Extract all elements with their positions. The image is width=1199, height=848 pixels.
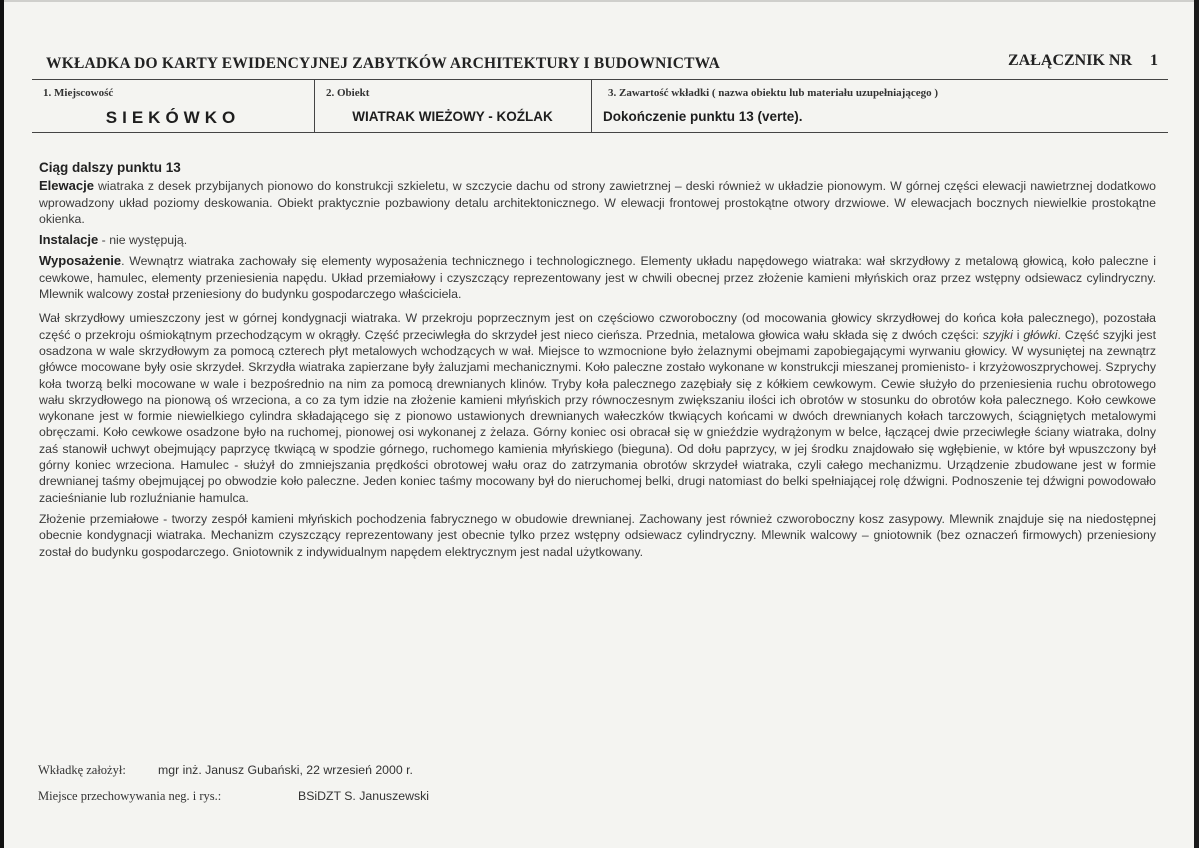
milling-paragraph: Złożenie przemiałowe - tworzy zespół kamieni młyńskich pochodzenia fabrycznego w obudowie drewnianej. Zachowany jest również czworoboczny kosz zasypowy. Mlewnik znajduje się na niedostępnej obecnie kondygnacji wiatraka. Mechanizm czyszczący reprezentowany jest obecnie tylko przez wstępny odsiewacz cylindryczny. Mlewnik walcowy – gniotownik (bez oznaczeń firmowych) przeniesiony został do budynku gospodarczego. Gniotownik z indywidualnym napędem elektrycznym jest nadal użytkowany. xyxy=(39,511,1156,559)
shaft-paragraph xyxy=(39,310,1156,506)
elevation-paragraph xyxy=(39,178,1156,227)
annex-label: ZAŁĄCZNIK NR xyxy=(1007,52,1132,69)
contents-field xyxy=(591,80,1168,132)
elevation-text: wiatraka z desek przybijanych pionowo do konstrukcji szkieletu, w szczycie dachu od strony zawietrznej – deski również w układzie pionowym. W górnej części elewacji nawietrznej dodatkowo wprowadzony układ poziomy deskowania. Obiekt praktycznie pozbawiony detalu architektonicznego. W elewacji frontowej prostokątne otwory drzwiowe. W elewacjach bocznych niewielkie prostokątne okienka. xyxy=(39,179,1156,226)
page-top-edge xyxy=(0,0,1199,2)
shaft-term-head: główki xyxy=(1023,327,1058,342)
storage-label: Miejsce przechowywania neg. i rys.: xyxy=(38,789,222,803)
shaft-text-b: i xyxy=(1012,327,1024,342)
contents-label: 3. Zawartość wkładki ( nazwa obiektu lub materiału uzupełniającego ) xyxy=(608,87,939,99)
document-body xyxy=(39,160,1156,560)
equipment-paragraph xyxy=(39,253,1156,302)
form-fields-row xyxy=(32,80,1168,132)
locality-value: SIEKÓWKO xyxy=(105,108,241,127)
annex-heading xyxy=(1008,52,1158,70)
object-field xyxy=(314,80,592,132)
equipment-lead: Wyposażenie xyxy=(39,253,122,269)
locality-label: 1. Miejscowość xyxy=(43,87,114,99)
storage-row xyxy=(38,789,429,804)
section-heading: Ciąg dalszy punktu 13 xyxy=(39,160,181,175)
annex-number: 1 xyxy=(1150,52,1158,69)
shaft-text-c: . Część szyjki jest osadzona w wale skrzydłowym za pomocą czterech płyt metalowych wchodzących w wał. Miejsce to wzmocnione było żelaznymi obejmami zapobiegającymi wyrwaniu głowicy. W wysuniętej na zewnątrz główce mocowane były osie skrzydeł. Skrzydła wiatraka zapierzane były żaluzjami mechanicznymi. Koło paleczne zostało wykonane w konstrukcji mieszanej promienisto- i krzyżowoszprychowej. Szprychy koła tworzą belki mocowane w wale i bezpośrednio na nim za pomocą drewnianych klinów. Tryby koła palecznego zazębiały się z kółkiem cewkowym. Cewie służyło do przeniesienia ruchu obrotowego wału skrzydłowego na pionową oś wrzeciona, a co za tym idzie na złożenie kamieni młyńskich przy równoczesnym zwiększaniu ilości ich obrotów w stosunku do obrotów koła palecznego. Koło cewkowe wykonane jest w formie niewielkiego cylindra składającego się z pionowo ustawionych drewnianych wałeczków tkwiących końcami w dwóch drewnianych kołach tarczowych, ściągniętych metalowymi obręczami. Koło cewkowe osadzone było na ruchomej, pionowej osi wykonanej z żelaza. Górny koniec osi obracał się w gnieździe wydrążonym w belce, łączącej dwie przeciwległe ściany wiatraka, dolny zaś stanowił uchwyt obejmujący paprzycę tkwiącą w spodzie górnego, ruchomego kamienia młyńskiego (biegunа). Od dołu paprzycy, w jej środku znajdowało się wgłębienie, w które był wpuszczony był górny koniec wrzeciona. Hamulec - służył do zmniejszania prędkości obrotowej wału oraz do zatrzymania obrotów skrzydeł wiatraka, czyli całego mechanizmu. Urządzenie zbudowane jest w formie drewnianej taśmy obejmującej po obwodzie koło paleczne. Jeden koniec taśmy mocowany był do nieruchomej belki, drugi natomiast do belki spełniającej rolę dźwigni. Podnoszenie tej dźwigni powodowało zacieśnianie lub rozluźnianie hamulca. xyxy=(39,327,1156,505)
contents-value: Dokończenie punktu 13 (verte). xyxy=(603,109,803,124)
storage-value: BSiDZT S. Januszewski xyxy=(298,789,429,803)
form-title: WKŁADKA DO KARTY EWIDENCYJNEJ ZABYTKÓW ARCHITEKTURY I BUDOWNICTWA xyxy=(46,55,721,72)
author-value: mgr inż. Janusz Gubański, 22 wrzesień 2000 r. xyxy=(158,763,413,777)
author-label: Wkładkę założył: xyxy=(38,763,126,777)
elevation-lead: Elewacje xyxy=(39,178,94,194)
shaft-text-a: Wał skrzydłowy umieszczony jest w górnej kondygnacji wiatraka. W przekroju poprzecznym jest on częściowo czworoboczny (od mocowania głowicy skrzydłowej do końca koła palecznego), pozostała część o przekroju ośmiokątnym przechodzącym w okrągły. Część przeciwległa do skrzydeł jest nieco cieńsza. Przednia, metalowa głowica wału składa się z dwóch części: xyxy=(39,311,1156,342)
object-value: WIATRAK WIEŻOWY - KOŹLAK xyxy=(352,109,553,124)
object-label: 2. Obiekt xyxy=(326,87,370,99)
author-row xyxy=(38,763,413,778)
fields-divider xyxy=(32,132,1168,133)
installation-text: - nie występują. xyxy=(98,233,188,248)
scan-border-left xyxy=(0,0,4,848)
locality-field xyxy=(32,80,315,132)
shaft-term-neck: szyjki xyxy=(982,327,1013,342)
equipment-text: . Wewnątrz wiatraka zachowały się elementy wyposażenia technicznego i technologicznego. Elementy układu napędowego wiatraka: wał skrzydłowy z metalową głowicą, koło paleczne i cewkowe, hamulec, elementy przeniesienia napędu. Układ przemiałowy i czyszczący reprezentowany jest w chwili obecnej przez złożenie kamieni młyńskich oraz przez wstępny odsiewacz cylindryczny. Mlewnik walcowy został przeniesiony do budynku gospodarczego właściciela. xyxy=(39,254,1156,302)
scan-border-right xyxy=(1194,0,1199,848)
installation-paragraph xyxy=(39,232,1156,248)
installation-lead: Instalacje xyxy=(39,232,99,248)
